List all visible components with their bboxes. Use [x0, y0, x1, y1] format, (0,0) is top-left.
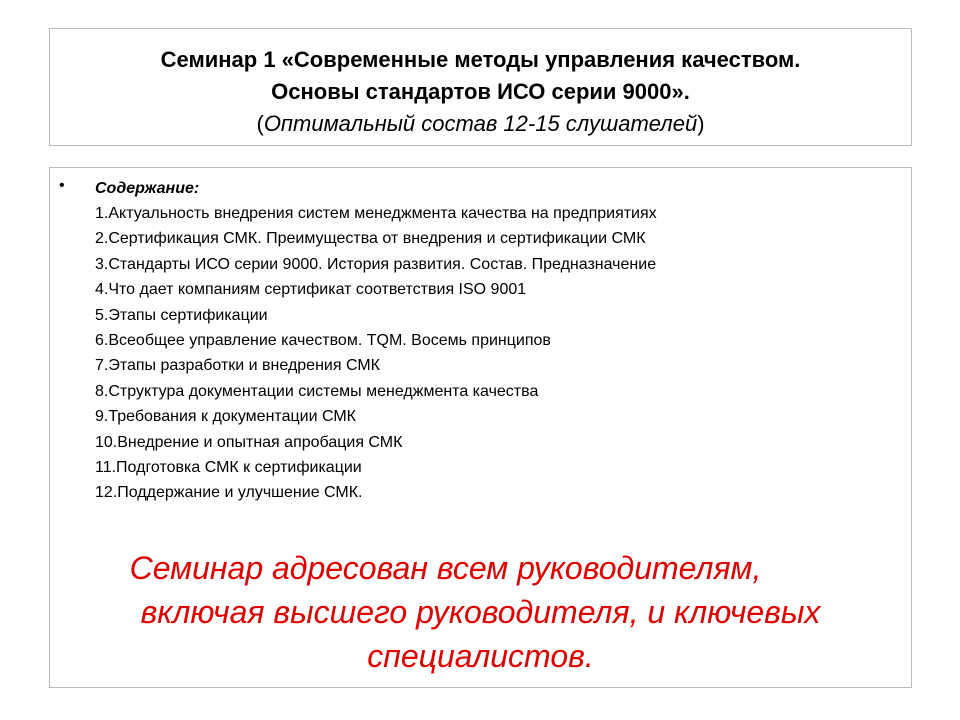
list-item: 3.Стандарты ИСО серии 9000. История развития. Состав. Предназначение — [95, 255, 657, 273]
audience-line-3: специалистов. — [367, 638, 594, 674]
title-box — [49, 28, 912, 146]
list-item: 7.Этапы разработки и внедрения СМК — [95, 357, 380, 375]
audience-statement — [50, 546, 911, 678]
audience-line-2: включая высшего руководителя, и ключевых — [140, 594, 821, 630]
list-item: 4.Что дает компаниям сертификат соответствия ISO 9001 — [95, 281, 527, 299]
list-item: 12.Поддержание и улучшение СМК. — [95, 484, 363, 502]
list-item: 8.Структура документации системы менеджмента качества — [95, 382, 539, 400]
topics-list — [95, 201, 657, 506]
list-item: 9.Требования к документации СМК — [95, 408, 356, 426]
list-item: 6.Всеобщее управление качеством. TQM. Восемь принципов — [95, 332, 551, 350]
list-item: 1.Актуальность внедрения систем менеджмента качества на предприятиях — [95, 205, 657, 222]
content-box — [49, 167, 912, 688]
title-subtitle — [50, 108, 911, 140]
bullet-icon: • — [59, 177, 65, 194]
list-item: 10.Внедрение и опытная апробация СМК — [95, 433, 403, 451]
close-paren: ) — [697, 111, 705, 136]
audience-line-1: Семинар адресован всем руководителям, — [129, 550, 762, 586]
participants-note: Оптимальный состав 12-15 слушателей — [263, 111, 698, 136]
list-item: 2.Сертификация СМК. Преимущества от внедрения и сертификации СМК — [95, 230, 646, 248]
contents-heading: Содержание: — [95, 180, 200, 197]
title-line-1: Семинар 1 «Современные методы управления качеством. — [160, 47, 801, 72]
list-item: 5.Этапы сертификации — [95, 306, 268, 324]
title-line-2: Основы стандартов ИСО серии 9000». — [271, 79, 690, 104]
list-item: 11.Подготовка СМК к сертификации — [95, 459, 362, 477]
open-paren: ( — [256, 111, 264, 136]
